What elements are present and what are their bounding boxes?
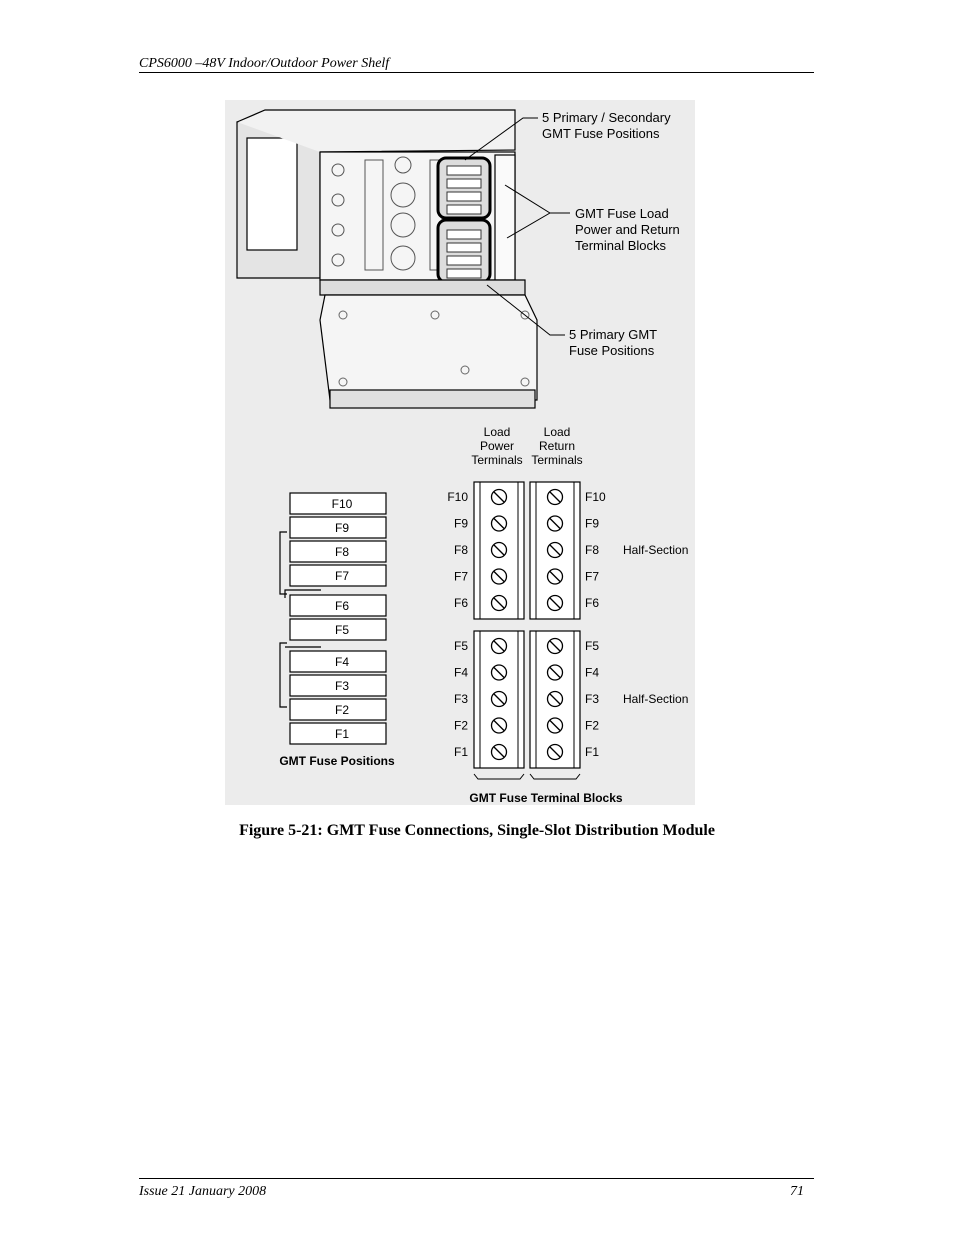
fuse-position-box [290,651,386,672]
terminal-label-left: F5 [453,639,468,653]
terminal-screw [492,639,507,654]
terminal-screw [492,665,507,680]
footer-issue: Issue 21 January 2008 [139,1184,267,1199]
fuse-positions-label: GMT Fuse Positions [279,754,395,768]
terminal-screw [492,569,507,584]
fuse-position-label: F7 [334,569,350,583]
terminal-screw [548,665,563,680]
fuse-position-stack [290,493,386,744]
callout-primary-line1: 5 Primary GMT [569,327,658,342]
fuse-position-box [290,723,386,744]
terminal-screw [492,516,507,531]
page-number: 71 [790,1184,804,1199]
terminal-block-return [530,482,580,619]
terminal-block-return [530,631,580,768]
terminal-screw [492,596,507,611]
power-header-line1: Load [483,425,511,439]
callout-load-blocks-line3: Terminal Blocks [575,238,667,253]
terminal-label-right: F9 [585,516,600,531]
fuse-position-label: F3 [334,679,350,693]
power-header-line2: Power [479,439,515,453]
figure-gmt-fuse-connections [225,100,695,805]
fuse-position-label: F2 [334,703,350,717]
callout-primary-secondary-line2: GMT Fuse Positions [542,126,660,141]
terminal-screw [492,745,507,760]
callout-primary-line2: Fuse Positions [569,343,655,358]
half-section-label: Half-Section [623,543,689,557]
terminal-label-right: F10 [585,490,606,504]
fuse-position-label: F6 [334,599,350,613]
power-header-line3: Terminals [471,453,523,467]
fuse-position-box [290,675,386,696]
fuse-position-box [290,699,386,720]
terminal-label-left: F8 [453,543,468,557]
terminal-screw [492,718,507,733]
callout-primary-secondary-line1: 5 Primary / Secondary [542,110,671,125]
terminal-label-left: F3 [453,692,468,706]
terminal-screw [548,745,563,760]
fuse-position-box [290,565,386,586]
fuse-position-label: F8 [334,545,350,559]
terminal-label-right: F6 [585,596,600,610]
terminal-screw [548,516,563,531]
terminal-label-right: F8 [585,543,600,557]
half-section-label: Half-Section [623,692,689,706]
fuse-position-label: F10 [331,497,353,511]
terminal-label-left: F1 [453,745,468,759]
figure-caption: Figure 5-21: GMT Fuse Connections, Single-Slot Distribution Module [239,822,715,839]
return-header-line1: Load [543,425,571,439]
fuse-position-label: F4 [334,655,350,669]
fuse-position-box [290,595,386,616]
terminal-block-power [474,482,524,619]
terminal-label-right: F2 [585,718,600,733]
terminal-label-left: F6 [453,596,468,610]
terminal-screw [548,543,563,558]
terminal-label-right: F5 [585,639,600,653]
terminal-screw [548,596,563,611]
terminal-screw [492,543,507,558]
terminal-label-right: F1 [585,745,600,759]
terminal-screw [492,490,507,505]
fuse-position-label: F9 [334,521,350,535]
terminal-label-right: F4 [585,665,600,680]
return-header-line2: Return [538,439,576,453]
fuse-position-box [290,493,386,514]
fuse-position-box [290,541,386,562]
terminal-label-left: F10 [447,490,468,504]
terminal-blocks-label: GMT Fuse Terminal Blocks [469,791,623,805]
header-rule [139,72,814,73]
fuse-position-box [290,517,386,538]
terminal-screw [548,692,563,707]
terminal-screw [548,718,563,733]
terminal-label-right: F3 [585,692,600,706]
terminal-screw [492,692,507,707]
terminal-screw [548,639,563,654]
terminal-label-left: F7 [453,569,468,584]
callout-load-blocks-line2: Power and Return [575,222,680,237]
callout-load-blocks-line1: GMT Fuse Load [575,206,669,221]
terminal-label-left: F2 [453,718,468,733]
terminal-screw [548,569,563,584]
terminal-label-left: F9 [453,516,468,531]
terminal-block-power [474,631,524,768]
terminal-screw [548,490,563,505]
fuse-position-label: F5 [334,623,350,637]
footer-rule [139,1178,814,1179]
terminal-label-right: F7 [585,569,600,584]
return-header-line3: Terminals [531,453,583,467]
terminal-label-left: F4 [453,665,468,680]
running-header: CPS6000 –48V Indoor/Outdoor Power Shelf [139,56,390,71]
fuse-position-box [290,619,386,640]
fuse-position-label: F1 [334,727,350,741]
